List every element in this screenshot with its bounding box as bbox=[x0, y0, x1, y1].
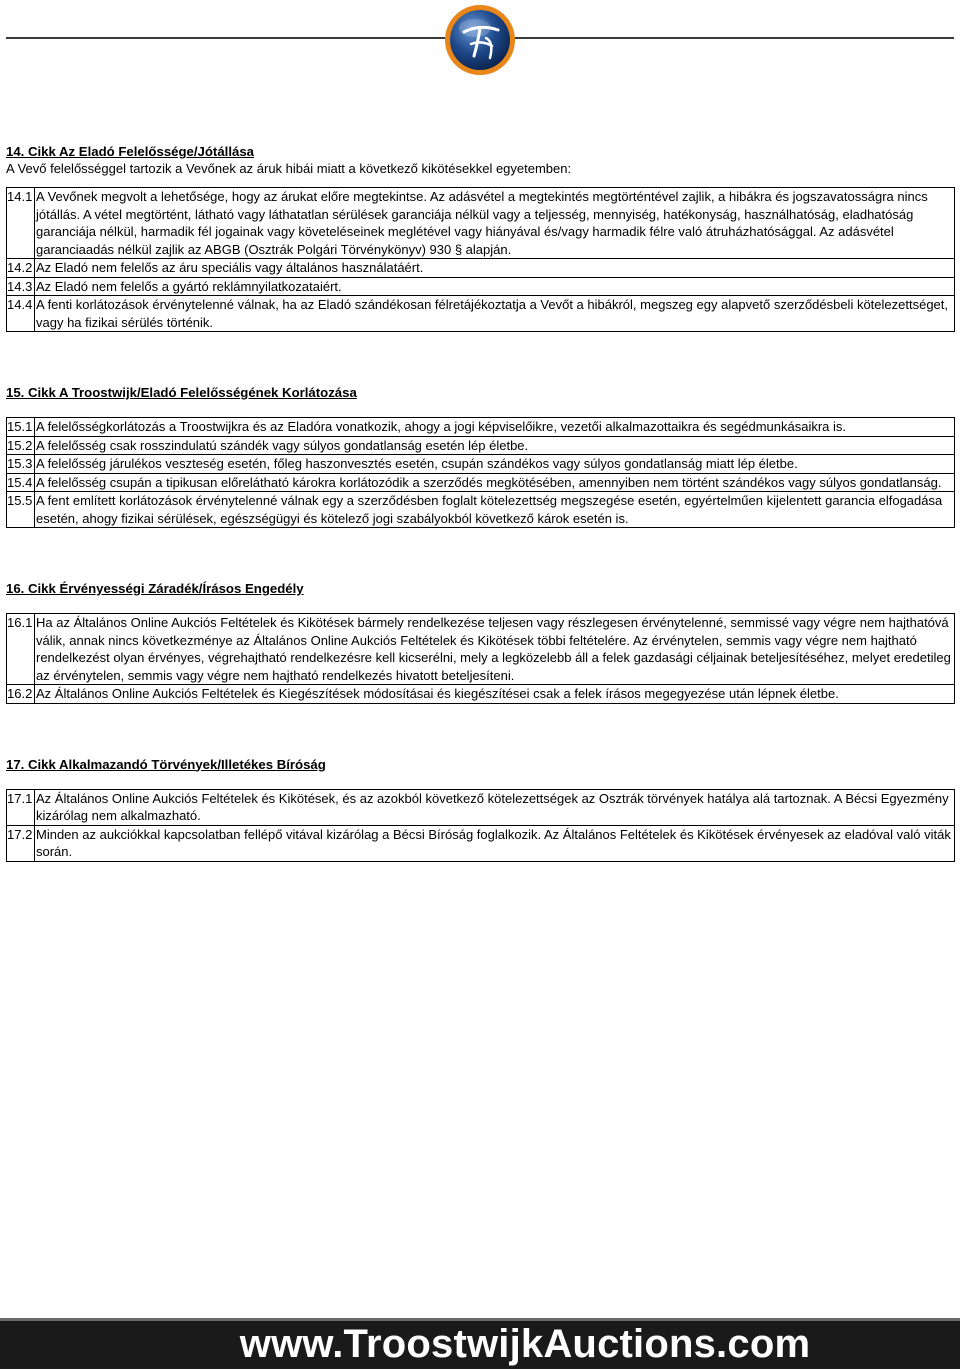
clause-number: 15.5 bbox=[7, 492, 35, 528]
clause-table bbox=[6, 417, 955, 528]
table-row bbox=[7, 789, 955, 825]
clause-text: A fent említett korlátozások érvénytelenné válnak egy a szerződésben foglalt kötelezettség megszegése esetén, egyértelműen kijelentett garancia elfogadása esetén, ahogy fizikai sérülések, egészségügyi és kötelező jogi szabályokból következő károk esetén is. bbox=[35, 492, 955, 528]
clause-table bbox=[6, 613, 955, 704]
clause-text: Ha az Általános Online Aukciós Feltételek és Kikötések bármely rendelkezése teljesen vagy részlegesen érvénytelenné, semmissé vagy végre nem hajthatóvá válik, annak nincs következménye az Általános Online Aukciós Feltételek és Kikötések többi feltételére. Az érvénytelen, semmis vagy végre nem hajtható rendelkezést olyan érvényes, végrehajtható rendelkezésre kell kicserélni, mely a legközelebb áll a felek gazdasági céljainak beteljesítéséhez, melyet eredetileg az érvénytelen, semmis vagy végre nem hajtható rendelkezés hivatott beteljesíteni. bbox=[35, 614, 955, 685]
clause-number: 14.4 bbox=[7, 296, 35, 332]
clause-text: A felelősség csak rosszindulatú szándék vagy súlyos gondatlanság esetén lép életbe. bbox=[35, 436, 955, 455]
table-row bbox=[7, 473, 955, 492]
clause-number: 16.1 bbox=[7, 614, 35, 685]
table-row bbox=[7, 685, 955, 704]
table-row bbox=[7, 492, 955, 528]
section-title: 15. Cikk A Troostwijk/Eladó Felelősségének Korlátozása bbox=[6, 385, 357, 400]
clause-text: A felelősségkorlátozás a Troostwijkra és az Eladóra vonatkozik, ahogy a jogi képviselőikre, vezetői alkalmazottaikra és segédmunkásaikra is. bbox=[35, 418, 955, 437]
section-title: 14. Cikk Az Eladó Felelőssége/Jótállása bbox=[6, 144, 254, 159]
table-row bbox=[7, 825, 955, 861]
table-row bbox=[7, 418, 955, 437]
clause-number: 15.4 bbox=[7, 473, 35, 492]
clause-number: 17.2 bbox=[7, 825, 35, 861]
clause-text: A fenti korlátozások érvénytelenné válnak, ha az Eladó szándékosan félretájékoztatja a Vevőt a hibákról, megszeg egy alapvető szerződésbeli kötelezettséget, vagy ha fizikai sérülés történik. bbox=[35, 296, 955, 332]
table-row bbox=[7, 259, 955, 278]
clause-text: Az Eladó nem felelős az áru speciális vagy általános használatáért. bbox=[35, 259, 955, 278]
document-body bbox=[6, 143, 954, 862]
clause-text: Minden az aukciókkal kapcsolatban fellépő vitával kizárólag a Bécsi Bíróság foglalkozik. Az Általános Feltételek és Kikötések érvényesek az eladóval való viták során. bbox=[35, 825, 955, 861]
clause-text: A felelősség csupán a tipikusan előrelátható károkra korlátozódik a szerződés megkötésében, amennyiben nem történt szándékos vagy súlyos gondatlanság. bbox=[35, 473, 955, 492]
clause-number: 14.3 bbox=[7, 277, 35, 296]
clause-number: 14.1 bbox=[7, 188, 35, 259]
section-title: 16. Cikk Érvényességi Záradék/Írásos Engedély bbox=[6, 581, 304, 596]
section-intro: A Vevő felelősséggel tartozik a Vevőnek az áruk hibái miatt a következő kikötésekkel egyetemben: bbox=[6, 161, 572, 176]
footer-url: www.TroostwijkAuctions.com bbox=[239, 1322, 811, 1366]
table-row bbox=[7, 277, 955, 296]
table-row bbox=[7, 436, 955, 455]
clause-text: A Vevőnek megvolt a lehetősége, hogy az árukat előre megtekintse. Az adásvétel a megtekintés megtörténtével zajlik, a hibákra és jogszavatosságra nincs jótállás. A vétel megtörtént, látható vagy láthatatlan sérülések garanciája nélkül vagy a teljesség, mennyiség, hatékonyság, használhatóság, eladhatóság garanciája nélkül, harmadik fél jogainak vagy követeléseinek meglétével vagy hiányával és/vagy harmadik félre való átruházhatósággal. Az adásvétel garanciaadás nélkül zajlik az ABGB (Osztrák Polgári Törvénykönyv) 930 § alapján. bbox=[35, 188, 955, 259]
clause-number: 15.2 bbox=[7, 436, 35, 455]
clause-number: 15.3 bbox=[7, 455, 35, 474]
header-rule-left bbox=[6, 37, 446, 39]
section-14 bbox=[6, 143, 954, 332]
section-title: 17. Cikk Alkalmazandó Törvények/Illetékes Bíróság bbox=[6, 756, 326, 772]
clause-number: 17.1 bbox=[7, 789, 35, 825]
clause-number: 14.2 bbox=[7, 259, 35, 278]
clause-text: A felelősség járulékos veszteség esetén, főleg haszonvesztés esetén, csupán szándékos vagy súlyos gondatlanság miatt lép életbe. bbox=[35, 455, 955, 474]
section-16 bbox=[6, 580, 954, 704]
table-row bbox=[7, 188, 955, 259]
section-17 bbox=[6, 756, 954, 862]
section-15 bbox=[6, 384, 954, 528]
table-row bbox=[7, 296, 955, 332]
clause-table bbox=[6, 789, 955, 862]
clause-number: 16.2 bbox=[7, 685, 35, 704]
clause-table bbox=[6, 187, 955, 332]
clause-number: 15.1 bbox=[7, 418, 35, 437]
clause-text: Az Eladó nem felelős a gyártó reklámnyilatkozataiért. bbox=[35, 277, 955, 296]
troostwijk-logo-icon bbox=[442, 2, 518, 78]
footer-banner bbox=[0, 1318, 960, 1369]
clause-text: Az Általános Online Aukciós Feltételek és Kikötések, és az azokból következő kötelezettségek az Osztrák törvények hatálya alá tartoznak. A Bécsi Egyezmény kizárólag nem alkalmazható. bbox=[35, 789, 955, 825]
table-row bbox=[7, 455, 955, 474]
table-row bbox=[7, 614, 955, 685]
header-rule-right bbox=[514, 37, 954, 39]
clause-text: Az Általános Online Aukciós Feltételek és Kiegészítések módosításai és kiegészítései csak a felek írásos megegyezése után lépnek életbe. bbox=[35, 685, 955, 704]
